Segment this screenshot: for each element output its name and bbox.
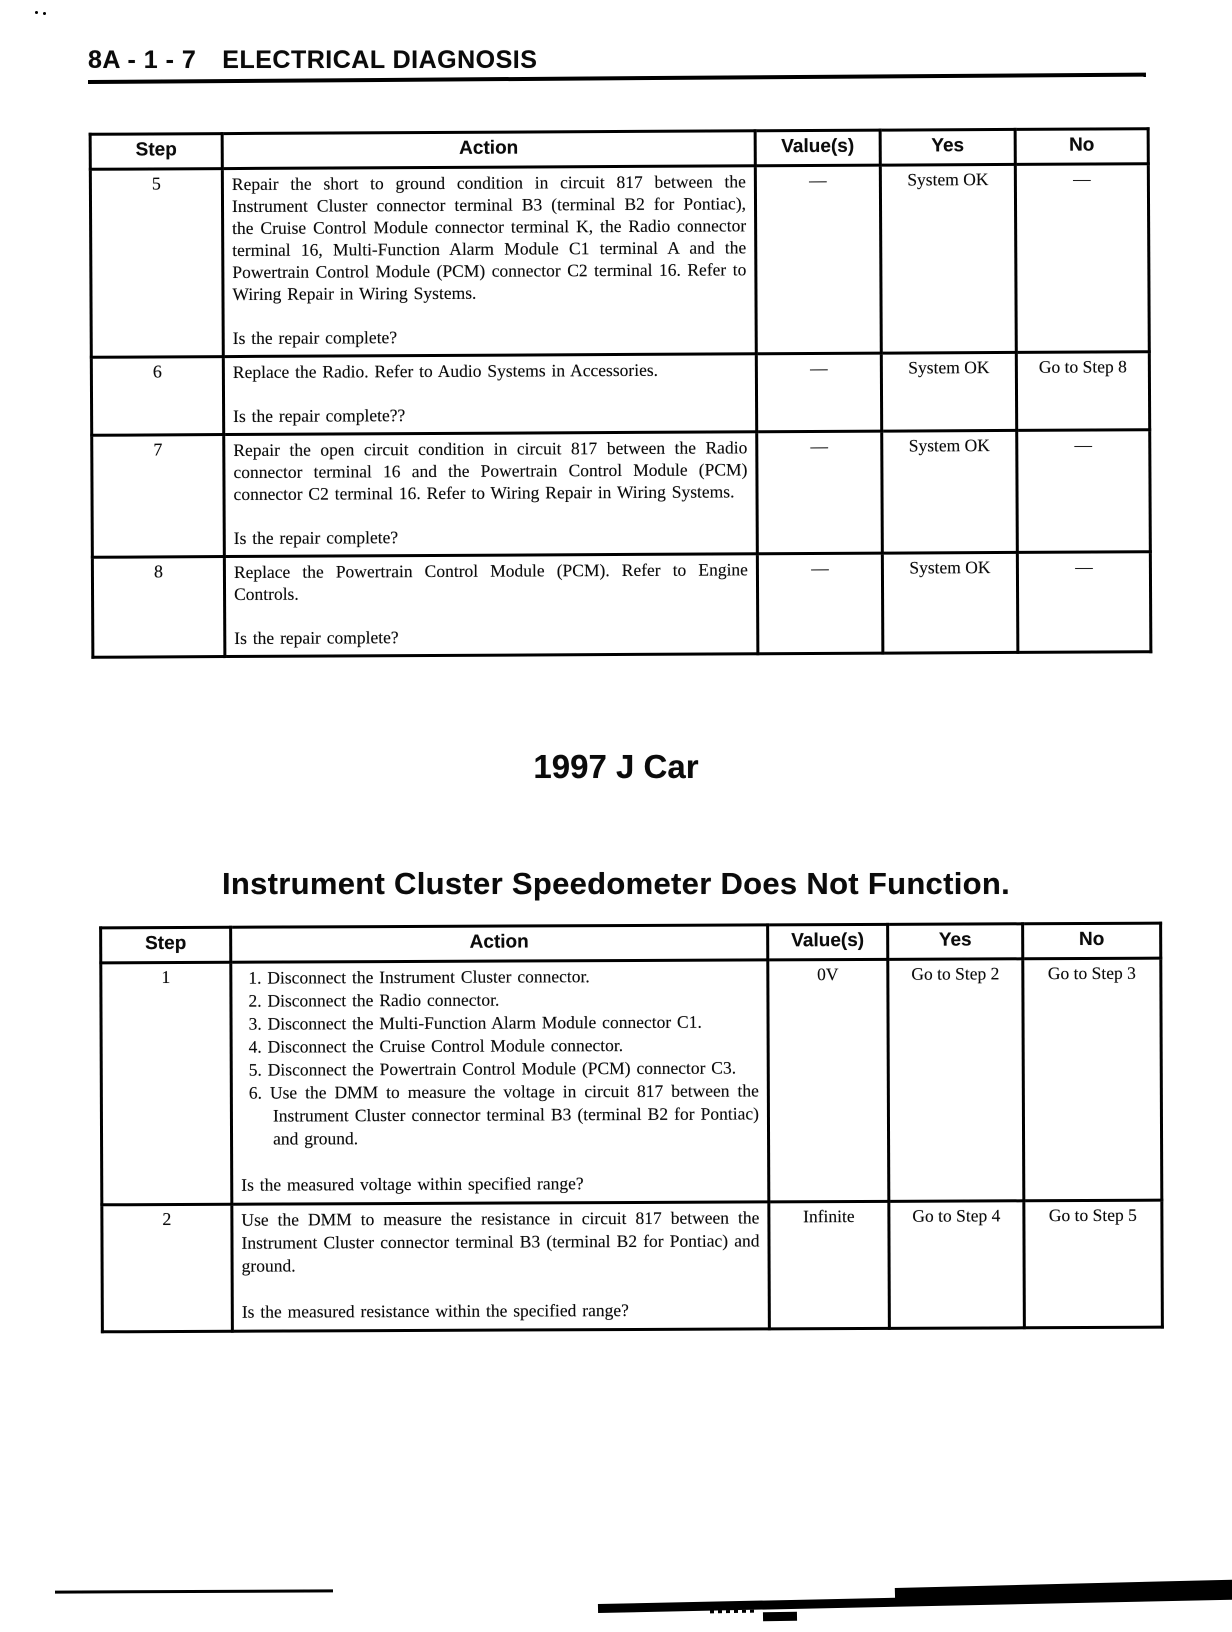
- action-question: Is the repair complete??: [233, 405, 406, 427]
- col-header-step: Step: [101, 927, 231, 963]
- value-cell: 0V: [768, 959, 889, 1202]
- action-question: Is the repair complete?: [232, 327, 398, 349]
- col-header-values: Value(s): [768, 924, 888, 960]
- diagnostic-table-2-wrap: [99, 922, 1161, 1334]
- page-title: ELECTRICAL DIAGNOSIS: [222, 46, 538, 74]
- action-text: Use the DMM to measure the resistance in circuit 817 between the Instrument Cluster connector terminal B3 (terminal B2 for Pontiac) and ground.: [241, 1207, 760, 1276]
- action-cell: [231, 960, 769, 1204]
- action-cell: [222, 166, 756, 357]
- step-cell: 1: [101, 962, 232, 1205]
- action-question: Is the measured voltage within specified range?: [241, 1173, 584, 1195]
- diagnostic-table-1-wrap: [89, 127, 1150, 659]
- table-row-step5: [90, 164, 1149, 358]
- table-row-step8: [92, 552, 1151, 658]
- table-row-step1: [101, 958, 1162, 1205]
- no-cell: Go to Step 5: [1024, 1200, 1163, 1328]
- step-cell: 6: [91, 357, 223, 436]
- page-number: 8A - 1 - 7: [88, 46, 197, 74]
- step-cell: 8: [92, 557, 225, 658]
- value-cell: —: [755, 165, 881, 354]
- action-question: Is the measured resistance within the specified range?: [241, 1300, 629, 1322]
- value-cell: —: [757, 431, 883, 554]
- value-cell: Infinite: [769, 1201, 890, 1329]
- scan-speck: [43, 12, 46, 15]
- table2-header-row: [101, 923, 1161, 963]
- scan-artifact-blob: [763, 1612, 797, 1622]
- no-cell: —: [1015, 164, 1149, 353]
- col-header-action: Action: [231, 925, 768, 962]
- no-cell: Go to Step 8: [1016, 352, 1149, 431]
- action-question: Is the repair complete?: [233, 527, 399, 549]
- page-header: [88, 46, 1148, 75]
- diagnostic-table-1: [89, 127, 1153, 659]
- action-text: Replace the Powertrain Control Module (PCM). Refer to Engine Controls.: [233, 559, 748, 605]
- action-list-item: 5. Disconnect the Powertrain Control Module (PCM) connector C3.: [248, 1057, 737, 1080]
- step-cell: 7: [92, 435, 225, 558]
- step-cell: 5: [90, 169, 223, 358]
- no-cell: —: [1017, 430, 1151, 553]
- action-text: Replace the Radio. Refer to Audio Systems in Accessories.: [232, 359, 659, 383]
- col-header-action: Action: [222, 131, 755, 169]
- table-row-step6: [91, 352, 1149, 436]
- car-model-title: 1997 J Car: [533, 748, 699, 785]
- col-header-no: No: [1023, 923, 1161, 959]
- action-cell: [224, 554, 758, 657]
- diagnostic-section-title: Instrument Cluster Speedometer Does Not Function.: [221, 866, 1011, 901]
- table-row-step2: [102, 1200, 1163, 1332]
- action-list-item: 1. Disconnect the Instrument Cluster connector.: [248, 966, 590, 988]
- action-cell: [223, 354, 756, 435]
- diagnostic-table-2: [99, 922, 1164, 1334]
- step-cell: 2: [102, 1204, 233, 1332]
- col-header-yes: Yes: [888, 924, 1023, 960]
- action-list-item: 3. Disconnect the Multi-Function Alarm Module connector C1.: [248, 1011, 702, 1034]
- yes-cell: System OK: [882, 552, 1018, 653]
- value-cell: —: [757, 553, 883, 654]
- yes-cell: System OK: [882, 430, 1018, 553]
- action-question: Is the repair complete?: [234, 627, 399, 649]
- no-cell: —: [1017, 552, 1151, 653]
- col-header-values: Value(s): [755, 130, 880, 166]
- table1-header-row: [90, 129, 1148, 170]
- col-header-step: Step: [90, 134, 222, 170]
- yes-cell: Go to Step 4: [889, 1201, 1025, 1329]
- action-list-item: 6. Use the DMM to measure the voltage in circuit 817 between the Instrument Cluster connector terminal B3 (terminal B2 for Pontiac) and ground.: [248, 1080, 759, 1149]
- value-cell: —: [756, 353, 881, 432]
- no-cell: Go to Step 3: [1023, 958, 1162, 1201]
- yes-cell: Go to Step 2: [888, 959, 1024, 1202]
- scan-artifact-line: [55, 1589, 333, 1593]
- scan-speck: [35, 11, 38, 14]
- action-list-item: 2. Disconnect the Radio connector.: [248, 989, 500, 1011]
- action-cell: [224, 432, 758, 557]
- action-text: Repair the short to ground condition in circuit 817 between the Instrument Cluster connector terminal B3 (terminal B2 for Pontiac), the Cruise Control Module connector terminal K, the Radio connector terminal 16, Multi-Function Alarm Module C1 terminal A and the Powertrain Control Module (PCM) connector C2 terminal 16. Refer to Wiring Repair in Wiring Systems.: [231, 171, 747, 305]
- action-text: Repair the open circuit condition in circuit 817 between the Radio connector terminal 16 and the Powertrain Control Module (PCM) connector C2 terminal 16. Refer to Wiring Repair in Wiring Systems.: [233, 437, 748, 505]
- col-header-yes: Yes: [880, 129, 1015, 165]
- col-header-no: No: [1015, 129, 1148, 165]
- yes-cell: System OK: [881, 352, 1016, 431]
- yes-cell: System OK: [880, 164, 1016, 353]
- action-list-item: 4. Disconnect the Cruise Control Module connector.: [248, 1035, 624, 1057]
- action-cell: [232, 1202, 770, 1331]
- table-row-step7: [92, 430, 1151, 558]
